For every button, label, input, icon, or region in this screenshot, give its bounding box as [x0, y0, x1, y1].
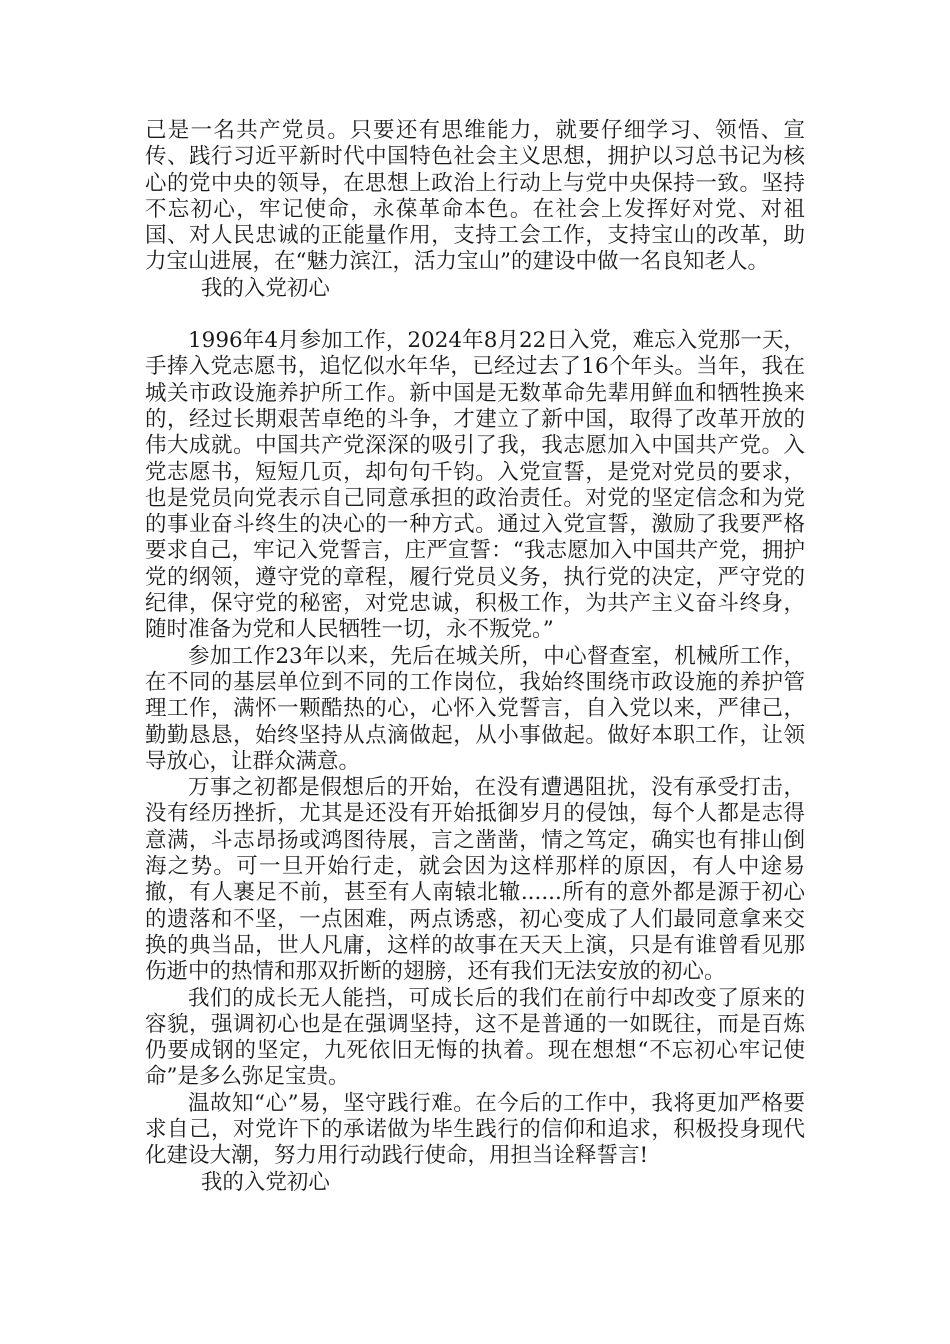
document-body [145, 118, 805, 1196]
body-paragraph: 万事之初都是假想后的开始，在没有遭遇阻扰，没有承受打击，没有经历挫折，尤其是还没有开始抵御岁月的侵蚀，每个人都是志得意满，斗志昂扬或鸿图待展，言之凿凿，情之笃定，确实也有排山倒海之势。可一旦开始行走，就会因为这样那样的原因，有人中途易撤，有人裹足不前，甚至有人南辕北辙......所有的意外都是源于初心的遗落和不坚，一点困难，两点诱惑，初心变成了人们最同意拿来交换的典当品，世人凡庸，这样的故事在天天上演，只是有谁曾看见那伤逝中的热情和那双折断的翅膀，还有我们无法安放的初心。 [145, 775, 805, 985]
section-heading: 我的入党初心 [200, 1169, 330, 1195]
section-heading: 我的入党初心 [200, 275, 330, 301]
body-paragraph: 1996年4月参加工作，2024年8月22日入党，难忘入党那一天，手捧入党志愿书，追忆似水年华，已经过去了16个年头。当年，我在城关市政设施养护所工作。新中国是无数革命先辈用鲜血和牺牲换来的，经过长期艰苦卓绝的斗争，才建立了新中国，取得了改革开放的伟大成就。中国共产党深深的吸引了我，我志愿加入中国共产党。入党志愿书，短短几页，却句句千钧。入党宣誓，是党对党员的要求，也是党员向党表示自己同意承担的政治责任。对党的坚定信念和为党的事业奋斗终生的决心的一种方式。通过入党宣誓，激励了我要严格要求自己，牢记入党誓言，庄严宣誓：“我志愿加入中国共产党，拥护党的纲领，遵守党的章程，履行党员义务，执行党的决定，严守党的纪律，保守党的秘密，对党忠诚，积极工作，为共产主义奋斗终身，随时准备为党和人民牺牲一切，永不叛党。” [145, 328, 805, 643]
body-paragraph: 温故知“心”易，坚守践行难。在今后的工作中，我将更加严格要求自己，对党许下的承诺做为毕生践行的信仰和追求，积极投身现代化建设大潮，努力用行动践行使命，用担当诠释誓言! [145, 1090, 805, 1169]
body-paragraph: 参加工作23年以来，先后在城关所，中心督查室，机械所工作，在不同的基层单位到不同的工作岗位，我始终围绕市政设施的养护管理工作，满怀一颗酷热的心，心怀入党誓言，自入党以来，严律己，勤勤恳恳，始终坚持从点滴做起，从小事做起。做好本职工作，让领导放心，让群众满意。 [145, 643, 805, 774]
blank-line [145, 302, 805, 328]
continuation-paragraph: 己是一名共产党员。只要还有思维能力，就要仔细学习、领悟、宣传、践行习近平新时代中国特色社会主义思想，拥护以习总书记为核心的党中央的领导，在思想上政治上行动上与党中央保持一致。坚持不忘初心，牢记使命，永葆革命本色。在社会上发挥好对党、对祖国、对人民忠诚的正能量作用，支持工会工作，支持宝山的改革，助力宝山进展，在“魅力滨江，活力宝山”的建设中做一名良知老人。 [145, 118, 805, 275]
body-paragraph: 我们的成长无人能挡，可成长后的我们在前行中却改变了原来的容貌，强调初心也是在强调坚持，这不是普通的一如既往，而是百炼仍要成钢的坚定，九死依旧无悔的执着。现在想想“不忘初心牢记使命”是多么弥足宝贵。 [145, 985, 805, 1090]
